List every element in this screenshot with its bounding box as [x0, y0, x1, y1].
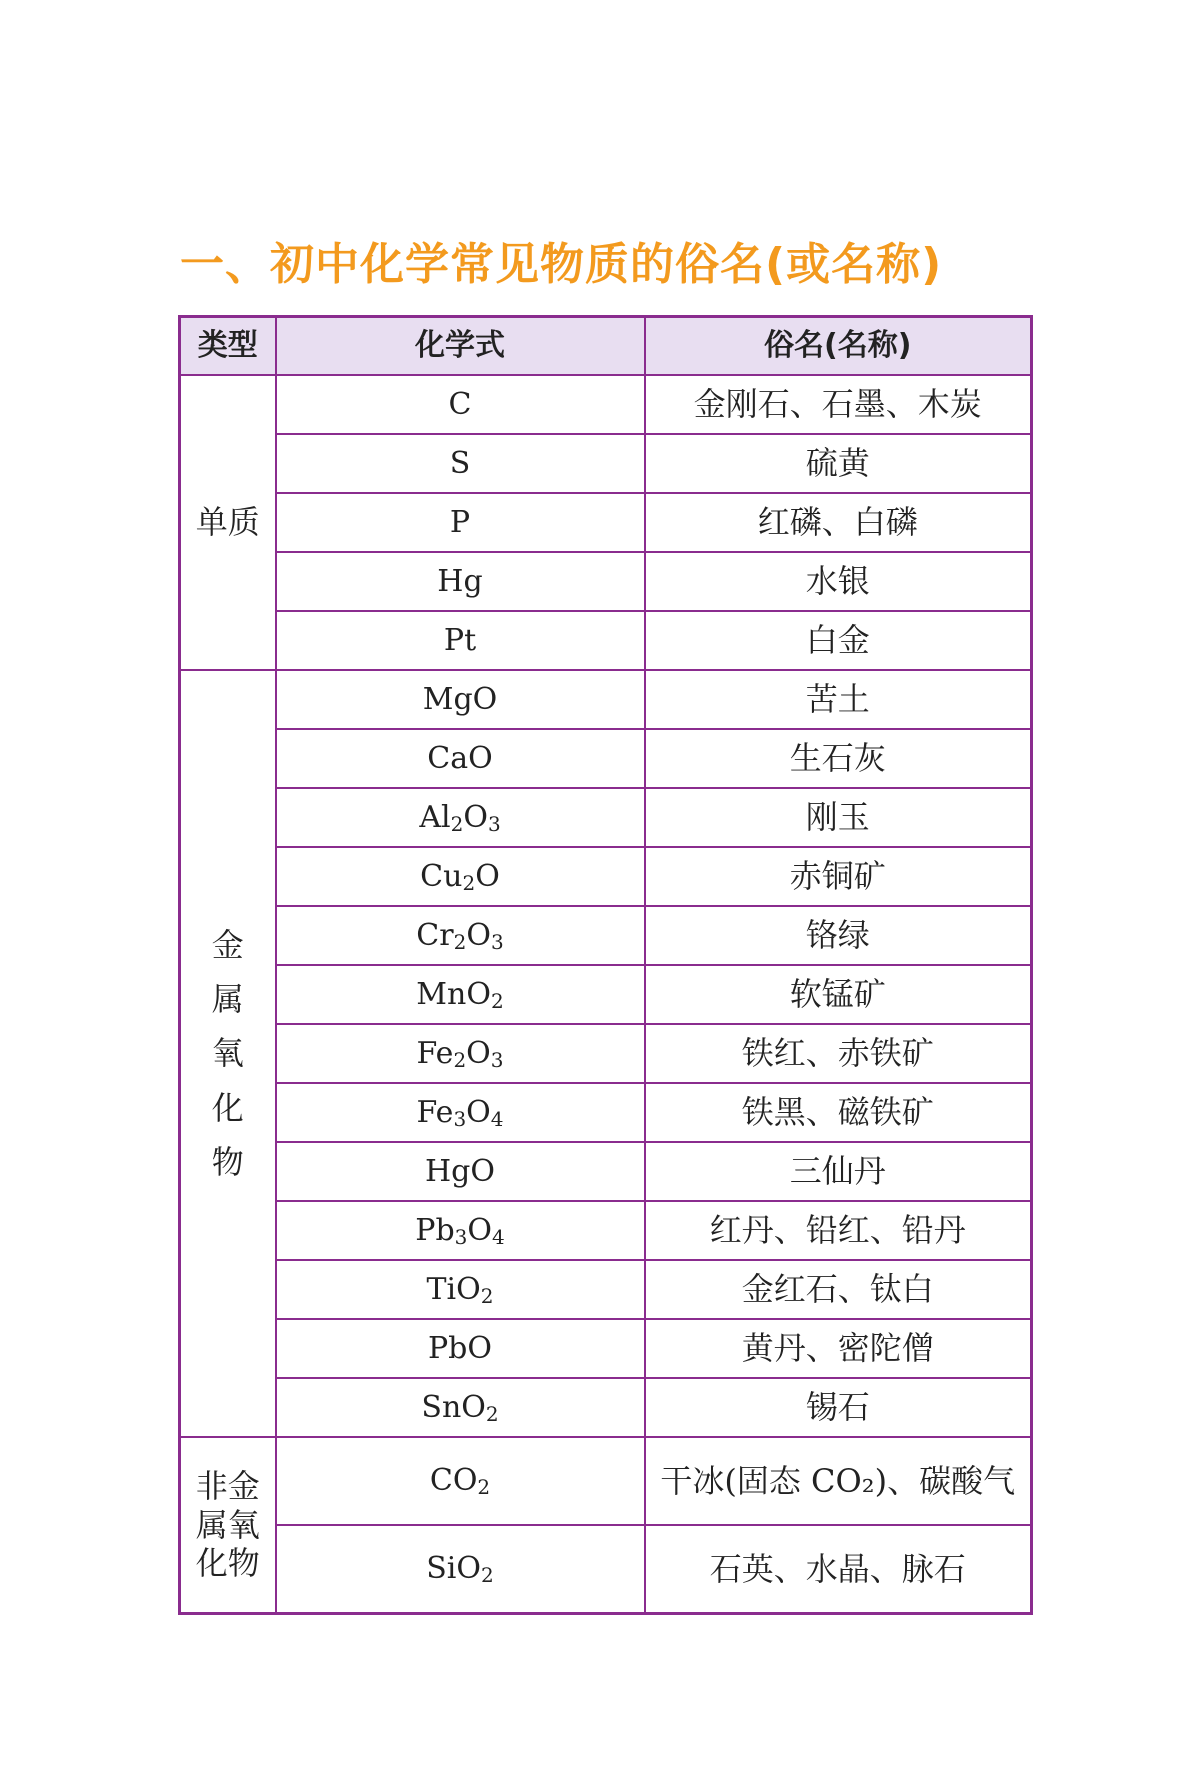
common-name-cell: 金红石、钛白 — [645, 1260, 1032, 1319]
common-name-cell: 刚玉 — [645, 788, 1032, 847]
common-name-cell: 生石灰 — [645, 729, 1032, 788]
formula-cell: Hg — [276, 552, 645, 611]
common-name-cell: 软锰矿 — [645, 965, 1032, 1024]
common-name-cell: 铬绿 — [645, 906, 1032, 965]
formula-cell: MnO$_2$ — [276, 965, 645, 1024]
common-name-cell: 黄丹、密陀僧 — [645, 1319, 1032, 1378]
page-title: 一、初中化学常见物质的俗名(或名称) — [180, 239, 943, 290]
table-row — [180, 1142, 1032, 1201]
header-formula: 化学式 — [276, 317, 645, 376]
common-name-cell: 铁黑、磁铁矿 — [645, 1083, 1032, 1142]
formula-cell: P — [276, 493, 645, 552]
table-row — [180, 670, 1032, 729]
table-row — [180, 1437, 1032, 1525]
common-name-cell: 红磷、白磷 — [645, 493, 1032, 552]
table-row — [180, 1378, 1032, 1437]
formula-cell: $CO_2$ — [276, 1437, 645, 1525]
formula-cell: PbO — [276, 1319, 645, 1378]
common-name-cell: 红丹、铅红、铅丹 — [645, 1201, 1032, 1260]
formula-cell: $Fe_3O_4$ — [276, 1083, 645, 1142]
formula-cell: TiO$_2$ — [276, 1260, 645, 1319]
formula-cell: Pt — [276, 611, 645, 670]
table-row — [180, 847, 1032, 906]
common-name-cell: 赤铜矿 — [645, 847, 1032, 906]
table-row — [180, 375, 1032, 434]
table-row — [180, 1319, 1032, 1378]
formula-cell: CaO — [276, 729, 645, 788]
common-name-cell: 锡石 — [645, 1378, 1032, 1437]
category-cell: 单质 — [180, 375, 276, 670]
formula-cell: $Cu_2O$ — [276, 847, 645, 906]
common-name-cell: 金刚石、石墨、木炭 — [645, 375, 1032, 434]
formula-cell: C — [276, 375, 645, 434]
category-cell: 金 属 氧 化 物 — [180, 670, 276, 1437]
formula-cell: SnO$_2$ — [276, 1378, 645, 1437]
header-type: 类型 — [180, 317, 276, 376]
header-common-name: 俗名(名称) — [645, 317, 1032, 376]
common-name-cell: 干冰(固态 CO₂)、碳酸气 — [645, 1437, 1032, 1525]
formula-cell: S — [276, 434, 645, 493]
common-name-cell: 白金 — [645, 611, 1032, 670]
formula-cell: $Cr_2O_3$ — [276, 906, 645, 965]
table-row — [180, 788, 1032, 847]
common-name-cell: 苦土 — [645, 670, 1032, 729]
table-row — [180, 552, 1032, 611]
table-header-row — [180, 317, 1032, 376]
formula-cell: SiO$_2$ — [276, 1525, 645, 1614]
formula-cell: HgO — [276, 1142, 645, 1201]
formula-cell: $Pb_3O_4$ — [276, 1201, 645, 1260]
category-cell: 非金 属氧 化物 — [180, 1437, 276, 1614]
table-row — [180, 1083, 1032, 1142]
table-row — [180, 493, 1032, 552]
table-row — [180, 1525, 1032, 1614]
common-name-cell: 铁红、赤铁矿 — [645, 1024, 1032, 1083]
common-name-cell: 硫黄 — [645, 434, 1032, 493]
formula-cell: MgO — [276, 670, 645, 729]
table-row — [180, 1201, 1032, 1260]
common-name-cell: 三仙丹 — [645, 1142, 1032, 1201]
table-row — [180, 729, 1032, 788]
table-row — [180, 906, 1032, 965]
table-row — [180, 965, 1032, 1024]
formula-cell: $Al_2O_3$ — [276, 788, 645, 847]
formula-cell: $Fe_2O_3$ — [276, 1024, 645, 1083]
table-row — [180, 1260, 1032, 1319]
substance-names-table — [178, 315, 1033, 1615]
table-row — [180, 1024, 1032, 1083]
table-row — [180, 611, 1032, 670]
table-row — [180, 434, 1032, 493]
common-name-cell: 石英、水晶、脉石 — [645, 1525, 1032, 1614]
common-name-cell: 水银 — [645, 552, 1032, 611]
